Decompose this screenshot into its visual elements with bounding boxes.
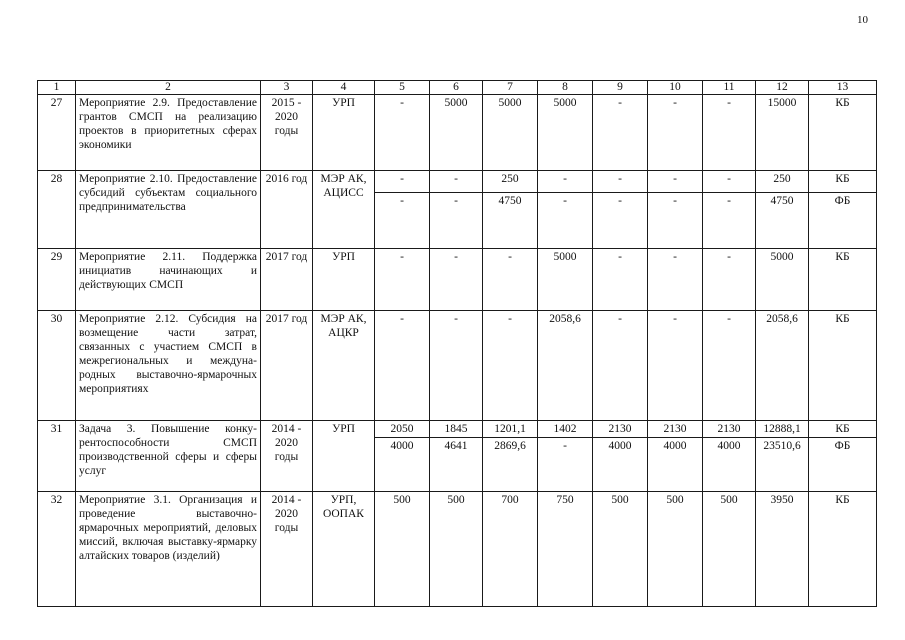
table-row (38, 95, 877, 171)
row-number: 29 (38, 249, 76, 311)
value-cell: - (375, 171, 430, 193)
value-cell: 500 (703, 492, 756, 607)
table-row (38, 311, 877, 421)
value-cell: - (375, 95, 430, 171)
value-cell: 500 (648, 492, 703, 607)
value-cell: - (703, 249, 756, 311)
column-header: 7 (483, 81, 538, 95)
value-cell: 4641 (430, 438, 483, 492)
value-cell: - (703, 171, 756, 193)
value-cell: 1402 (538, 421, 593, 438)
value-cell: 5000 (538, 249, 593, 311)
executor: МЭР АК, АЦИСС (313, 171, 375, 249)
total-cell: 3950 (756, 492, 809, 607)
total-cell: 15000 (756, 95, 809, 171)
column-header: 9 (593, 81, 648, 95)
total-cell: 2058,6 (756, 311, 809, 421)
table-row (38, 171, 877, 193)
value-cell: - (593, 311, 648, 421)
value-cell: - (593, 95, 648, 171)
value-cell: - (593, 249, 648, 311)
total-cell: 12888,1 (756, 421, 809, 438)
value-cell: 4000 (593, 438, 648, 492)
column-header: 2 (76, 81, 261, 95)
value-cell: - (648, 95, 703, 171)
value-cell: - (703, 95, 756, 171)
value-cell: - (648, 193, 703, 249)
value-cell: - (375, 193, 430, 249)
column-header: 13 (809, 81, 877, 95)
value-cell: 4750 (483, 193, 538, 249)
budget-source: КБ (809, 171, 877, 193)
value-cell: 2058,6 (538, 311, 593, 421)
budget-source: КБ (809, 311, 877, 421)
budget-source: ФБ (809, 438, 877, 492)
total-cell: 23510,6 (756, 438, 809, 492)
row-number: 27 (38, 95, 76, 171)
executor: УРП (313, 421, 375, 492)
executor: УРП (313, 249, 375, 311)
column-header: 4 (313, 81, 375, 95)
column-header: 12 (756, 81, 809, 95)
period: 2017 год (261, 311, 313, 421)
column-header: 11 (703, 81, 756, 95)
value-cell: - (538, 193, 593, 249)
value-cell: - (593, 171, 648, 193)
value-cell: 750 (538, 492, 593, 607)
value-cell: 5000 (538, 95, 593, 171)
budget-source: КБ (809, 492, 877, 607)
value-cell: 500 (593, 492, 648, 607)
value-cell: - (430, 193, 483, 249)
value-cell: - (538, 438, 593, 492)
value-cell: - (593, 193, 648, 249)
activity-name: Мероприятие 2.10. Предоставление субсидий субъектам социального предпринимательства (76, 171, 261, 249)
page-number: 10 (857, 14, 868, 26)
value-cell: 4000 (375, 438, 430, 492)
value-cell: - (483, 311, 538, 421)
value-cell: - (375, 311, 430, 421)
activity-name: Мероприятие 2.9. Предоставление грантов СМСП на реализацию проектов в приоритетных сферах экономики (76, 95, 261, 171)
value-cell: 4000 (703, 438, 756, 492)
budget-source: КБ (809, 95, 877, 171)
executor: МЭР АК, АЦКР (313, 311, 375, 421)
value-cell: 1845 (430, 421, 483, 438)
executor: УРП, ООПАК (313, 492, 375, 607)
column-header: 8 (538, 81, 593, 95)
table-row (38, 492, 877, 607)
value-cell: - (375, 249, 430, 311)
total-cell: 4750 (756, 193, 809, 249)
value-cell: - (538, 171, 593, 193)
value-cell: - (483, 249, 538, 311)
activity-name: Мероприятие 2.11. Поддержка инициатив начинающих и действующих СМСП (76, 249, 261, 311)
program-table (37, 80, 877, 607)
value-cell: 700 (483, 492, 538, 607)
column-header: 3 (261, 81, 313, 95)
value-cell: 2869,6 (483, 438, 538, 492)
period: 2014 - 2020 годы (261, 421, 313, 492)
value-cell: 5000 (430, 95, 483, 171)
value-cell: - (703, 193, 756, 249)
value-cell: - (648, 249, 703, 311)
period: 2014 - 2020 годы (261, 492, 313, 607)
budget-source: КБ (809, 421, 877, 438)
value-cell: 250 (483, 171, 538, 193)
activity-name: Мероприятие 3.1. Организация и проведение выставочно-ярмарочных мероприятий, деловых миссий, включая выставку-ярмарку алтайских товаров (изделий) (76, 492, 261, 607)
column-header: 5 (375, 81, 430, 95)
value-cell: - (430, 311, 483, 421)
activity-name: Задача 3. Повышение конкурентоспособности СМСП производственной сферы и сферы услуг (76, 421, 261, 492)
value-cell: 500 (430, 492, 483, 607)
value-cell: - (430, 171, 483, 193)
period: 2015 - 2020 годы (261, 95, 313, 171)
row-number: 28 (38, 171, 76, 249)
period: 2017 год (261, 249, 313, 311)
total-cell: 250 (756, 171, 809, 193)
value-cell: - (703, 311, 756, 421)
row-number: 31 (38, 421, 76, 492)
total-cell: 5000 (756, 249, 809, 311)
row-number: 30 (38, 311, 76, 421)
budget-source: КБ (809, 249, 877, 311)
column-number-row (38, 81, 877, 95)
value-cell: - (648, 171, 703, 193)
value-cell: 2130 (648, 421, 703, 438)
activity-name: Мероприятие 2.12. Субсидия на возмещение части затрат, связанных с участием СМСП в межрегиональных и международных выставочно-ярмарочных мероприятиях (76, 311, 261, 421)
table-row (38, 249, 877, 311)
column-header: 10 (648, 81, 703, 95)
value-cell: 2130 (593, 421, 648, 438)
period: 2016 год (261, 171, 313, 249)
executor: УРП (313, 95, 375, 171)
value-cell: 5000 (483, 95, 538, 171)
value-cell: 500 (375, 492, 430, 607)
value-cell: 2130 (703, 421, 756, 438)
column-header: 6 (430, 81, 483, 95)
budget-source: ФБ (809, 193, 877, 249)
value-cell: - (648, 311, 703, 421)
value-cell: 4000 (648, 438, 703, 492)
value-cell: - (430, 249, 483, 311)
row-number: 32 (38, 492, 76, 607)
value-cell: 2050 (375, 421, 430, 438)
column-header: 1 (38, 81, 76, 95)
table-row (38, 421, 877, 438)
value-cell: 1201,1 (483, 421, 538, 438)
